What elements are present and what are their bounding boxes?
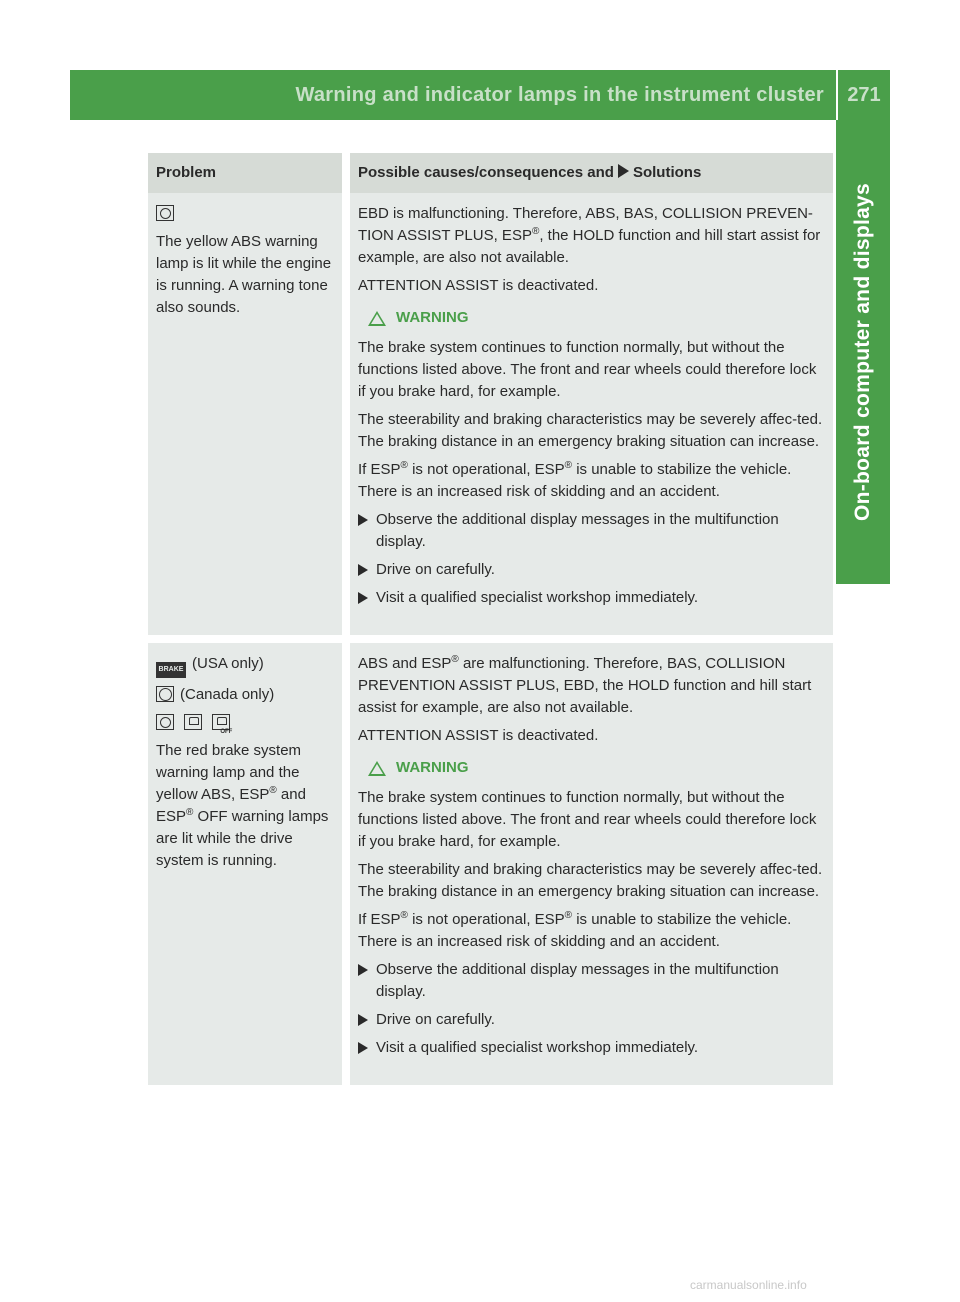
header-title: Warning and indicator lamps in the instrument cluster (295, 70, 838, 120)
action-arrow-icon (358, 514, 368, 526)
warning-text: If ESP® is not operational, ESP® is unable to stabilize the vehicle. There is an increased risk of skidding and an accident. (358, 460, 792, 500)
chapter-marker (848, 540, 888, 582)
warning-text: The brake system continues to function normally, but without the functions listed above. The front and rear wheels could therefore lock if you brake hard, for example. (358, 789, 817, 850)
abs-warning-icon (156, 714, 174, 730)
cause-text: EBD is malfunctioning. Therefore, ABS, BAS, COLLISION PREVEN-TION ASSIST PLUS, ESP®, the HOLD function and hill start assist for example, are also not available. (358, 205, 821, 266)
action-arrow-icon (618, 164, 629, 178)
warning-text: If ESP® is not operational, ESP® is unable to stabilize the vehicle. There is an increased risk of skidding and an accident. (358, 910, 792, 950)
warning-text: The steerability and braking characteristics may be severely affec-ted. The braking distance in an emergency braking situation can increase. (358, 861, 823, 900)
table-row (148, 635, 833, 1085)
problem-cell: BRAKE (USA only) (Canada only) OFF The red brake system warning lamp and the yellow ABS, ESP® and ESP® OFF warning lamps are lit while the drive system is running. (148, 635, 350, 1085)
solutions-cell (350, 635, 833, 1085)
watermark: carmanualsonline.info (690, 1278, 807, 1292)
page-number: 271 (847, 83, 881, 106)
action-step: Visit a qualified specialist workshop immediately. (358, 1037, 825, 1059)
chapter-side-tab (836, 120, 890, 584)
action-step: Visit a qualified specialist workshop immediately. (358, 587, 825, 609)
action-step: Observe the additional display messages in the multifunction display. (358, 959, 825, 1003)
cause-text: ABS and ESP® are malfunctioning. Therefore, BAS, COLLISION PREVENTION ASSIST PLUS, EBD, the HOLD function and hill start assist for example, are also not available. (358, 654, 812, 716)
action-step: Drive on carefully. (358, 1009, 825, 1031)
table-header-row (148, 153, 833, 193)
warning-lamp-table (148, 153, 833, 1085)
warning-heading: WARNING (368, 757, 825, 779)
action-arrow-icon (358, 564, 368, 576)
action-step: Observe the additional display messages in the multifunction display. (358, 509, 825, 553)
action-arrow-icon (358, 1042, 368, 1054)
abs-warning-icon (156, 205, 174, 221)
action-arrow-icon (358, 964, 368, 976)
action-arrow-icon (358, 1014, 368, 1026)
warning-triangle-icon (368, 311, 386, 326)
page-header (70, 70, 890, 120)
warning-heading: WARNING (368, 307, 825, 329)
warning-triangle-icon (368, 761, 386, 776)
brake-warning-icon: BRAKE (156, 662, 186, 678)
column-header-problem: Problem (148, 153, 350, 193)
action-arrow-icon (358, 592, 368, 604)
esp-off-warning-icon: OFF (212, 714, 230, 730)
consequence-text: ATTENTION ASSIST is deactivated. (358, 277, 599, 294)
problem-cell (148, 193, 350, 635)
brake-circle-warning-icon (156, 686, 174, 702)
solutions-cell (350, 193, 833, 635)
problem-text: The red brake system warning lamp and the yellow ABS, ESP® and ESP® OFF warning lamps are lit while the drive system is running. (156, 742, 329, 869)
esp-warning-icon (184, 714, 202, 730)
warning-text: The brake system continues to function normally, but without the functions listed above. The front and rear wheels could therefore lock if you brake hard, for example. (358, 339, 817, 400)
column-header-solutions: Possible causes/consequences and Solutions (350, 153, 833, 193)
table-row (148, 193, 833, 635)
action-step: Drive on carefully. (358, 559, 825, 581)
chapter-side-tab-label: On-board computer and displays (851, 182, 874, 522)
consequence-text: ATTENTION ASSIST is deactivated. (358, 727, 599, 744)
warning-text: The steerability and braking characteristics may be severely affec-ted. The braking distance in an emergency braking situation can increase. (358, 411, 823, 450)
problem-text: The yellow ABS warning lamp is lit while the engine is running. A warning tone also sounds. (156, 233, 332, 316)
